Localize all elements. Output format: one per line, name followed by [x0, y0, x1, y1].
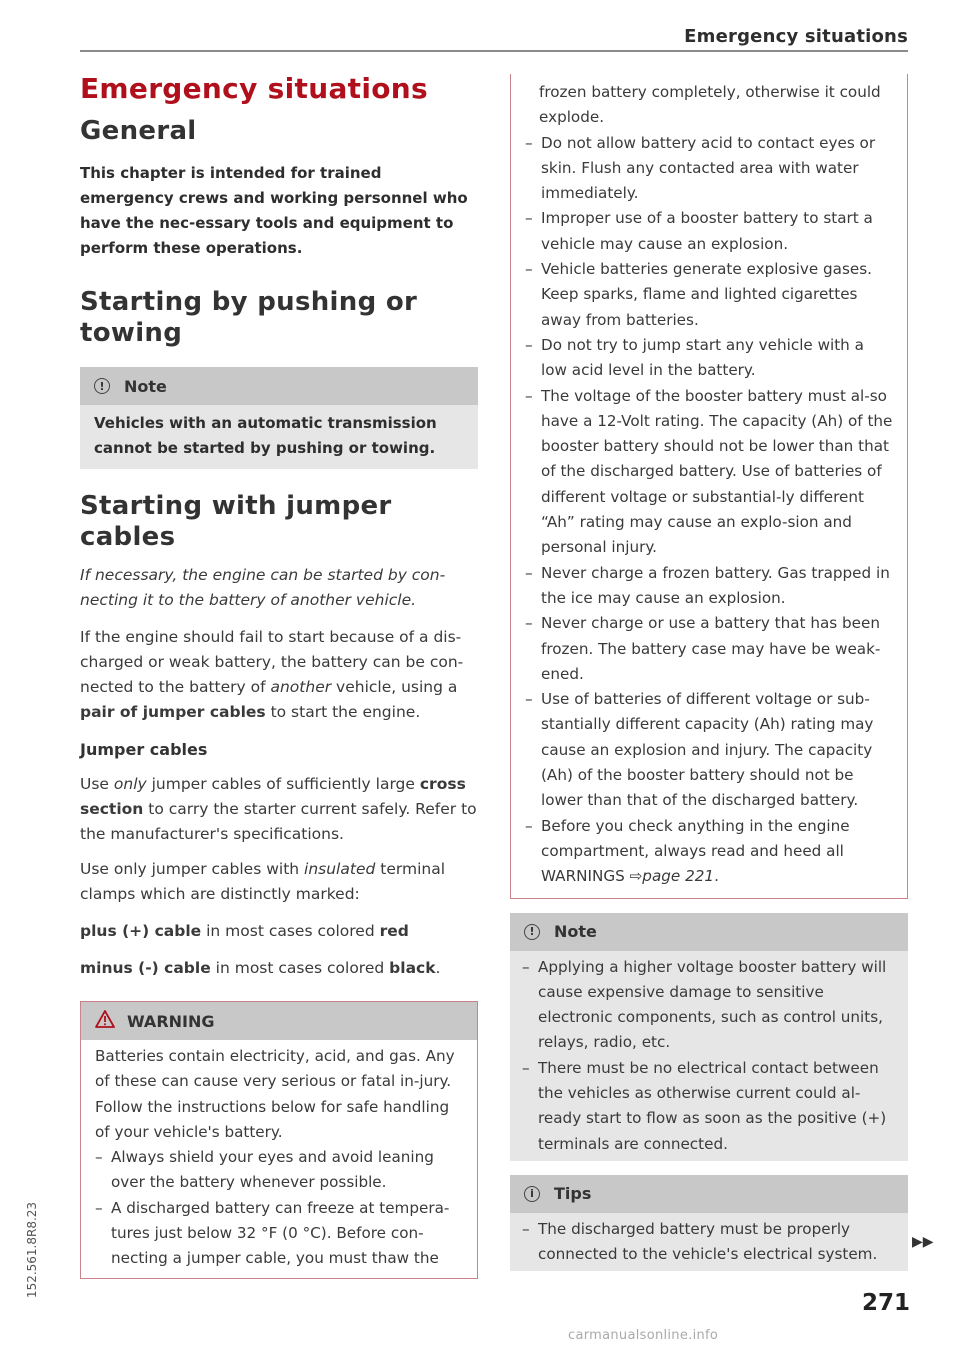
text-run: . [435, 959, 441, 977]
left-column [80, 72, 478, 1279]
section-jumper-heading: Starting with jumper cables [80, 491, 392, 552]
paragraph-cross-section [80, 772, 478, 847]
list-item: – Vehicle batteries generate explosive gases. Keep sparks, flame and lighted cigarettes away from batteries. [525, 257, 893, 333]
bold-term: pair of jumper cables [80, 703, 266, 721]
text-run: Use [80, 775, 114, 793]
section-pushing-heading: Starting by pushing or towing [80, 287, 418, 348]
general-intro: This chapter is intended for trained emergency crews and working personnel who have the nec-essary tools and equipment to perform these operations. [80, 164, 468, 257]
tips-title: Tips [554, 1184, 592, 1204]
warning-continued-text: frozen battery completely, otherwise it could explode. [539, 83, 881, 127]
list-item: – Use of batteries of different voltage or sub-stantially different capacity (Ah) rating may cause an explosion and injury. The capacity (Ah) of the booster battery should not be lower than that of the discharged battery. [525, 687, 893, 813]
running-header: Emergency situations [684, 26, 908, 47]
note-text: Vehicles with an automatic transmission cannot be started by pushing or towing. [94, 414, 437, 457]
text-run: If the engine should fail to start because of a dis-charged or weak battery, the battery can be con-nected to the battery of [80, 628, 464, 696]
warning-header [81, 1002, 477, 1040]
warning-box [80, 1001, 478, 1279]
text-run: to start the engine. [265, 703, 421, 721]
text-run: in most cases colored [210, 959, 390, 977]
list-item [525, 814, 893, 890]
paragraph-plus-cable [80, 919, 478, 944]
jumper-intro: If necessary, the engine can be started by con-necting it to the battery of another vehicle. [80, 566, 446, 609]
paragraph-discharged [80, 625, 478, 725]
list-item: – Do not allow battery acid to contact eyes or skin. Flush any contacted area with water immediately. [525, 131, 893, 207]
text-run: Use only jumper cables with [80, 860, 305, 878]
list-item: – Always shield your eyes and avoid leaning over the battery whenever possible. [95, 1145, 463, 1196]
tips-body [510, 1213, 908, 1272]
note-title: Note [554, 922, 597, 941]
note-box-pushing [80, 367, 478, 469]
subheading-jumper-cables: Jumper cables [80, 740, 208, 759]
text-run: to carry the starter current safely. Refer to the manufacturer's specifications. [80, 800, 477, 843]
emphasis: another [270, 678, 332, 696]
tips-list [522, 1217, 896, 1268]
bold-term: cross section [80, 775, 466, 818]
text-run: jumper cables of sufficiently large [146, 775, 420, 793]
text-run: . [714, 867, 719, 886]
warning-intro: Batteries contain electricity, acid, and gas. Any of these can cause very serious or fatal in-jury. Follow the instructions below for safe handling of your vehicle's battery. [95, 1047, 455, 1141]
note-header [80, 367, 478, 405]
warning-triangle-icon [95, 1010, 115, 1032]
warning-list-continued [525, 131, 893, 890]
section-general-heading: General [80, 116, 197, 146]
text-run: Before you check anything in the engine compartment, always read and heed all WARNINGS [541, 816, 850, 886]
chapter-title: Emergency situations [80, 72, 428, 105]
paragraph-minus-cable [80, 956, 478, 981]
list-item: – Do not try to jump start any vehicle with a low acid level in the battery. [525, 333, 893, 384]
exclamation-circle-icon: ! [524, 924, 540, 940]
warning-continuation-box [510, 74, 908, 899]
list-item: – A discharged battery can freeze at tempera-tures just below 32 °F (0 °C). Before con-necting a jumper cable, you must thaw the [95, 1196, 463, 1272]
list-item: – There must be no electrical contact between the vehicles as otherwise current could al-ready start to flow as soon as the positive (+) terminals are connected. [522, 1056, 896, 1157]
tips-header [510, 1175, 908, 1213]
note-list [522, 955, 896, 1157]
note-box-voltage [510, 913, 908, 1161]
watermark: carmanualsonline.info [568, 1328, 719, 1343]
side-code [22, 1190, 42, 1310]
list-item: – Never charge a frozen battery. Gas trapped in the ice may cause an explosion. [525, 561, 893, 612]
note-body [510, 951, 908, 1161]
text-run: vehicle, using a [331, 678, 458, 696]
emphasis: only [113, 775, 147, 793]
side-code-text: 152.561.8R8.23 [25, 1201, 39, 1299]
list-item: – Never charge or use a battery that has been frozen. The battery case may have be weak-ened. [525, 611, 893, 687]
warning-body [81, 1040, 477, 1278]
bold-term: minus (-) cable [80, 959, 211, 977]
bold-term: plus (+) cable [80, 922, 202, 940]
paragraph-insulated [80, 857, 478, 907]
note-header [510, 913, 908, 951]
list-item: – Improper use of a booster battery to start a vehicle may cause an explosion. [525, 206, 893, 257]
note-title: Note [124, 376, 167, 396]
list-item: – Applying a higher voltage booster battery will cause expensive damage to sensitive electronic components, such as control units, relays, radio, etc. [522, 955, 896, 1056]
right-column [510, 74, 910, 1271]
text-run: in most cases colored [201, 922, 380, 940]
list-item: – The discharged battery must be properly connected to the vehicle's electrical system. [522, 1217, 896, 1268]
exclamation-circle-icon: ! [94, 378, 110, 394]
text-run: terminal clamps which are distinctly marked: [80, 860, 446, 903]
warning-list [95, 1145, 463, 1271]
tips-box [510, 1175, 908, 1272]
continue-arrow-icon: ▶▶ [912, 1234, 934, 1250]
list-item: – The voltage of the booster battery must al-so have a 12-Volt rating. The capacity (Ah) of the booster battery should not be lower than that of the discharged battery. Use of batteries of different voltage or substantial-ly different “Ah” rating may cause an explo-sion and personal injury. [525, 384, 893, 561]
color-black-label: black [389, 959, 436, 977]
emphasis: insulated [304, 860, 376, 878]
page-number: 271 [861, 1290, 910, 1316]
color-red-label: red [379, 922, 409, 940]
header-rule [80, 50, 908, 52]
warning-title: WARNING [127, 1011, 215, 1031]
info-circle-icon: i [524, 1186, 540, 1202]
page-reference-link[interactable]: ⇨page 221 [629, 867, 715, 886]
